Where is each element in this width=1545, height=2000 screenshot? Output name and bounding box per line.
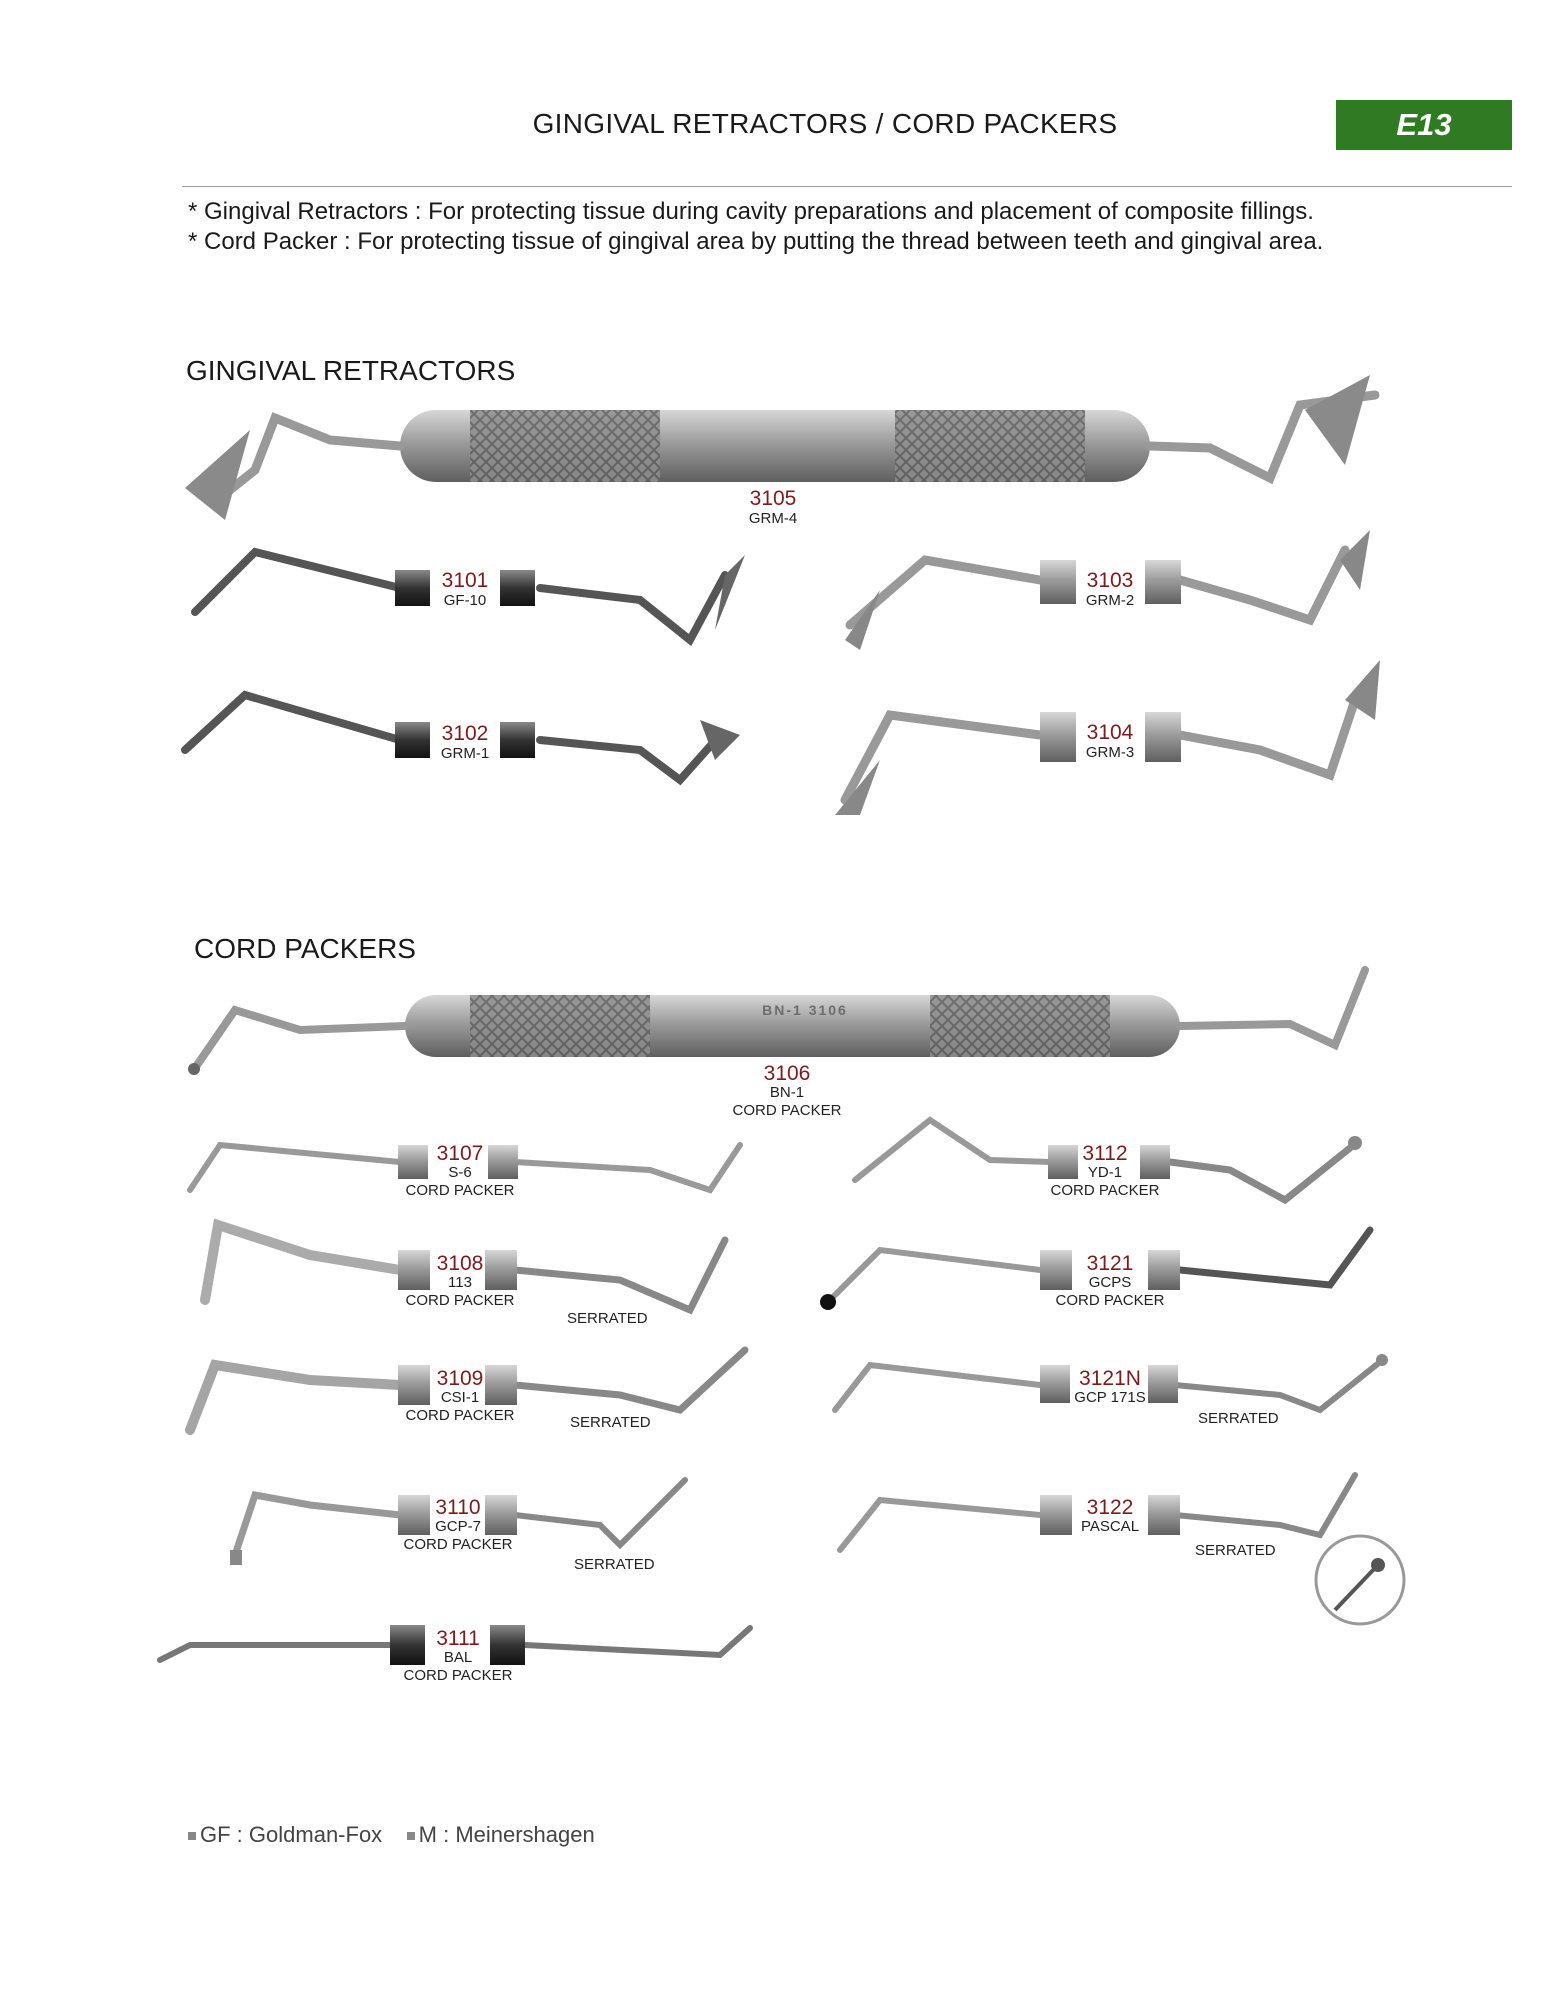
item-note-3109: SERRATED <box>570 1414 651 1431</box>
page-code-badge: E13 <box>1336 100 1512 150</box>
item-number-3121: 3121 <box>1086 1252 1134 1275</box>
legend <box>188 1822 595 1848</box>
item-type-3121: CORD PACKER <box>1055 1292 1165 1309</box>
item-number-3105: 3105 <box>749 487 797 510</box>
item-type-3109: CORD PACKER <box>405 1407 515 1424</box>
item-number-3101: 3101 <box>441 569 489 592</box>
item-type-3107: CORD PACKER <box>405 1182 515 1199</box>
item-number-3122: 3122 <box>1086 1496 1134 1519</box>
item-note-3121N: SERRATED <box>1198 1410 1279 1427</box>
instrument-3106 <box>188 970 1365 1075</box>
item-code-3108: 113 <box>448 1274 472 1291</box>
item-number-3110: 3110 <box>435 1496 481 1519</box>
description-retractors: * Gingival Retractors : For protecting tissue during cavity preparations and placement of composite fillings. <box>188 198 1314 225</box>
item-code-3102: GRM-1 <box>440 745 490 762</box>
legend-item-m: M : Meinershagen <box>407 1822 595 1847</box>
item-code-3121N: GCP 171S <box>1074 1389 1146 1406</box>
legend-item-gf: GF : Goldman-Fox <box>188 1822 382 1847</box>
page-title: GINGIVAL RETRACTORS / CORD PACKERS <box>532 108 1118 139</box>
item-code-3107: S-6 <box>448 1164 472 1181</box>
item-note-3122: SERRATED <box>1195 1542 1276 1559</box>
item-code-3109: CSI-1 <box>440 1389 480 1406</box>
item-note-3110: SERRATED <box>574 1556 655 1573</box>
item-type-3108: CORD PACKER <box>405 1292 515 1309</box>
item-note-3108: SERRATED <box>567 1310 648 1327</box>
item-code-3105: GRM-4 <box>748 510 798 527</box>
item-number-3104: 3104 <box>1086 721 1134 744</box>
item-number-3112: 3112 <box>1082 1142 1128 1165</box>
item-number-3106: 3106 <box>763 1062 811 1085</box>
item-number-3121N: 3121N <box>1079 1367 1141 1390</box>
section-title-cord-packers: CORD PACKERS <box>194 933 416 964</box>
legend-square-icon <box>407 1832 415 1840</box>
item-code-3106: BN-1 <box>769 1084 805 1101</box>
legend-square-icon <box>188 1832 196 1840</box>
item-code-3101: GF-10 <box>443 592 487 609</box>
item-type-3110: CORD PACKER <box>403 1536 513 1553</box>
item-type-3106: CORD PACKER <box>732 1102 842 1119</box>
item-code-3112: YD-1 <box>1087 1164 1123 1181</box>
item-code-3122: PASCAL <box>1080 1518 1140 1535</box>
section-title-retractors: GINGIVAL RETRACTORS <box>186 355 516 386</box>
item-type-3112: CORD PACKER <box>1050 1182 1160 1199</box>
item-code-3121: GCPS <box>1088 1274 1132 1291</box>
item-number-3108: 3108 <box>436 1252 484 1275</box>
item-number-3109: 3109 <box>436 1367 484 1390</box>
item-number-3102: 3102 <box>441 722 489 745</box>
item-number-3111: 3111 <box>436 1627 480 1650</box>
item-code-3103: GRM-2 <box>1085 592 1135 609</box>
handle-engraving: BN-1 3106 <box>762 1002 848 1018</box>
item-code-3111: BAL <box>443 1649 473 1666</box>
item-number-3107: 3107 <box>436 1142 484 1165</box>
item-number-3103: 3103 <box>1086 569 1134 592</box>
description-cord-packer: * Cord Packer : For protecting tissue of gingival area by putting the thread between teeth and gingival area. <box>188 228 1324 255</box>
item-code-3104: GRM-3 <box>1085 744 1135 761</box>
item-type-3111: CORD PACKER <box>403 1667 513 1684</box>
item-code-3110: GCP-7 <box>435 1518 481 1535</box>
